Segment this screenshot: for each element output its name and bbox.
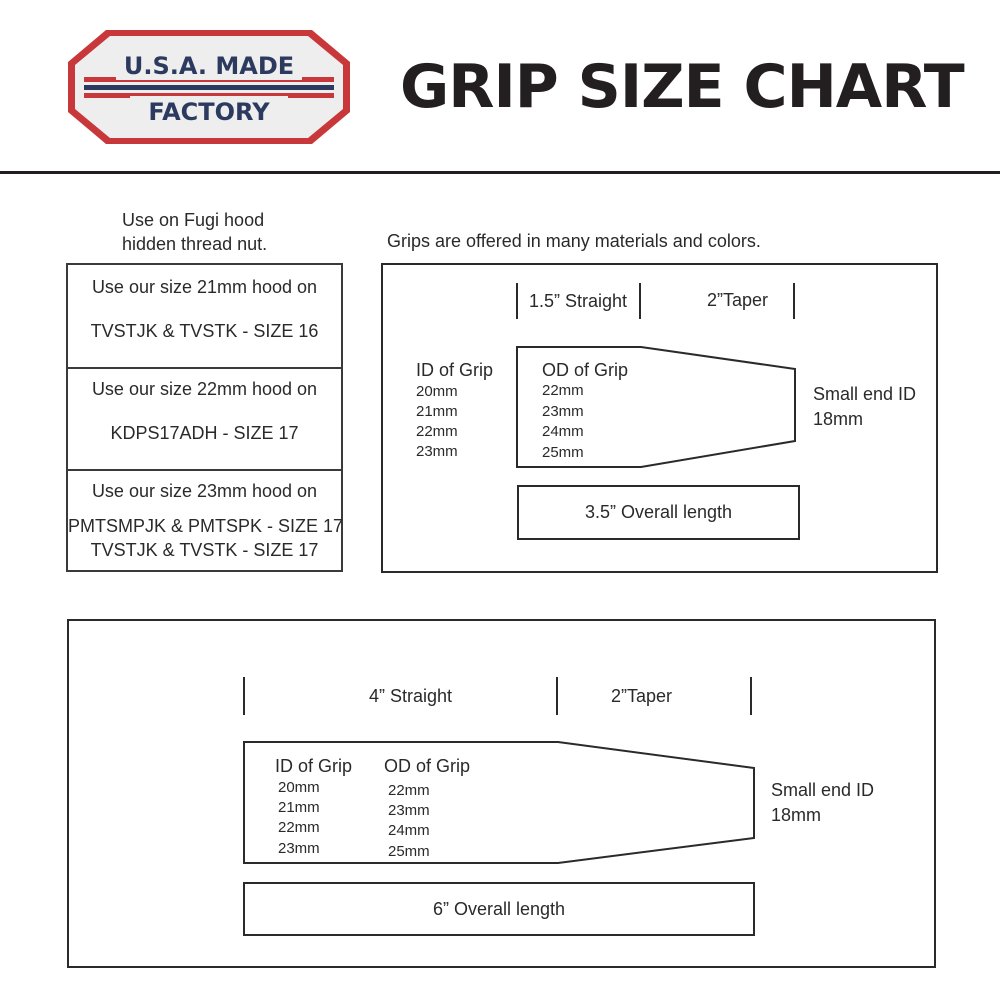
usa-made-factory-logo xyxy=(66,28,352,146)
hood-row-model: KDPS17ADH - SIZE 17 xyxy=(110,423,299,443)
hood-row-model: TVSTJK & TVSTK - SIZE 17 xyxy=(90,540,319,560)
od-size: 23mm xyxy=(388,802,430,819)
logo-line1: U.S.A. MADE xyxy=(123,52,295,80)
od-size: 22mm xyxy=(388,782,430,799)
od-size: 22mm xyxy=(542,382,584,399)
id-of-grip-label: ID of Grip xyxy=(416,360,494,380)
od-size: 25mm xyxy=(388,843,430,860)
hood-row-21mm xyxy=(68,265,341,367)
grip-diagram-3-5in xyxy=(381,263,938,573)
taper-length-label: 2”Taper xyxy=(611,686,673,706)
hood-row-title: Use our size 23mm hood on xyxy=(91,481,318,501)
hood-row-23mm xyxy=(68,469,344,572)
fugi-note-line2: hidden thread nut. xyxy=(122,234,268,254)
hood-row-title: Use our size 21mm hood on xyxy=(91,277,318,297)
overall-length-box: 3.5” Overall length xyxy=(517,485,800,540)
page-title: GRIP SIZE CHART xyxy=(400,52,964,122)
straight-length-label: 4” Straight xyxy=(369,686,453,706)
hood-row-title: Use our size 22mm hood on xyxy=(91,379,318,399)
id-size: 22mm xyxy=(278,819,320,836)
small-end-id-label: Small end ID xyxy=(813,384,917,404)
fugi-note xyxy=(122,208,322,256)
grip-diagram-6in xyxy=(67,619,936,968)
overall-length-box: 6” Overall length xyxy=(243,882,755,936)
id-size: 20mm xyxy=(278,779,320,796)
id-of-grip-label: ID of Grip xyxy=(275,756,353,776)
od-size: 23mm xyxy=(542,403,584,420)
small-end-id-label: Small end ID xyxy=(771,780,875,800)
od-size: 25mm xyxy=(542,444,584,461)
header-divider xyxy=(0,171,1000,174)
hood-row-model: PMTSMPJK & PMTSPK - SIZE 17 xyxy=(68,516,344,536)
id-size: 23mm xyxy=(278,840,320,857)
od-of-grip-label: OD of Grip xyxy=(384,756,471,776)
materials-note: Grips are offered in many materials and colors. xyxy=(387,231,761,251)
id-size: 21mm xyxy=(416,403,458,420)
od-size: 24mm xyxy=(542,423,584,440)
straight-length-label: 1.5” Straight xyxy=(529,291,628,311)
taper-length-label: 2”Taper xyxy=(707,290,769,310)
fugi-note-line1: Use on Fugi hood xyxy=(122,210,265,230)
hood-row-22mm xyxy=(68,367,341,469)
id-size: 22mm xyxy=(416,423,458,440)
od-of-grip-label: OD of Grip xyxy=(542,360,629,380)
logo-line2: FACTORY xyxy=(148,98,270,126)
hood-row-model: TVSTJK & TVSTK - SIZE 16 xyxy=(90,321,319,341)
id-size: 20mm xyxy=(416,383,458,400)
id-size: 23mm xyxy=(416,443,458,460)
hood-size-table xyxy=(66,263,343,572)
od-size: 24mm xyxy=(388,822,430,839)
id-size: 21mm xyxy=(278,799,320,816)
small-end-id-value: 18mm xyxy=(771,805,822,825)
small-end-id-value: 18mm xyxy=(813,409,864,429)
